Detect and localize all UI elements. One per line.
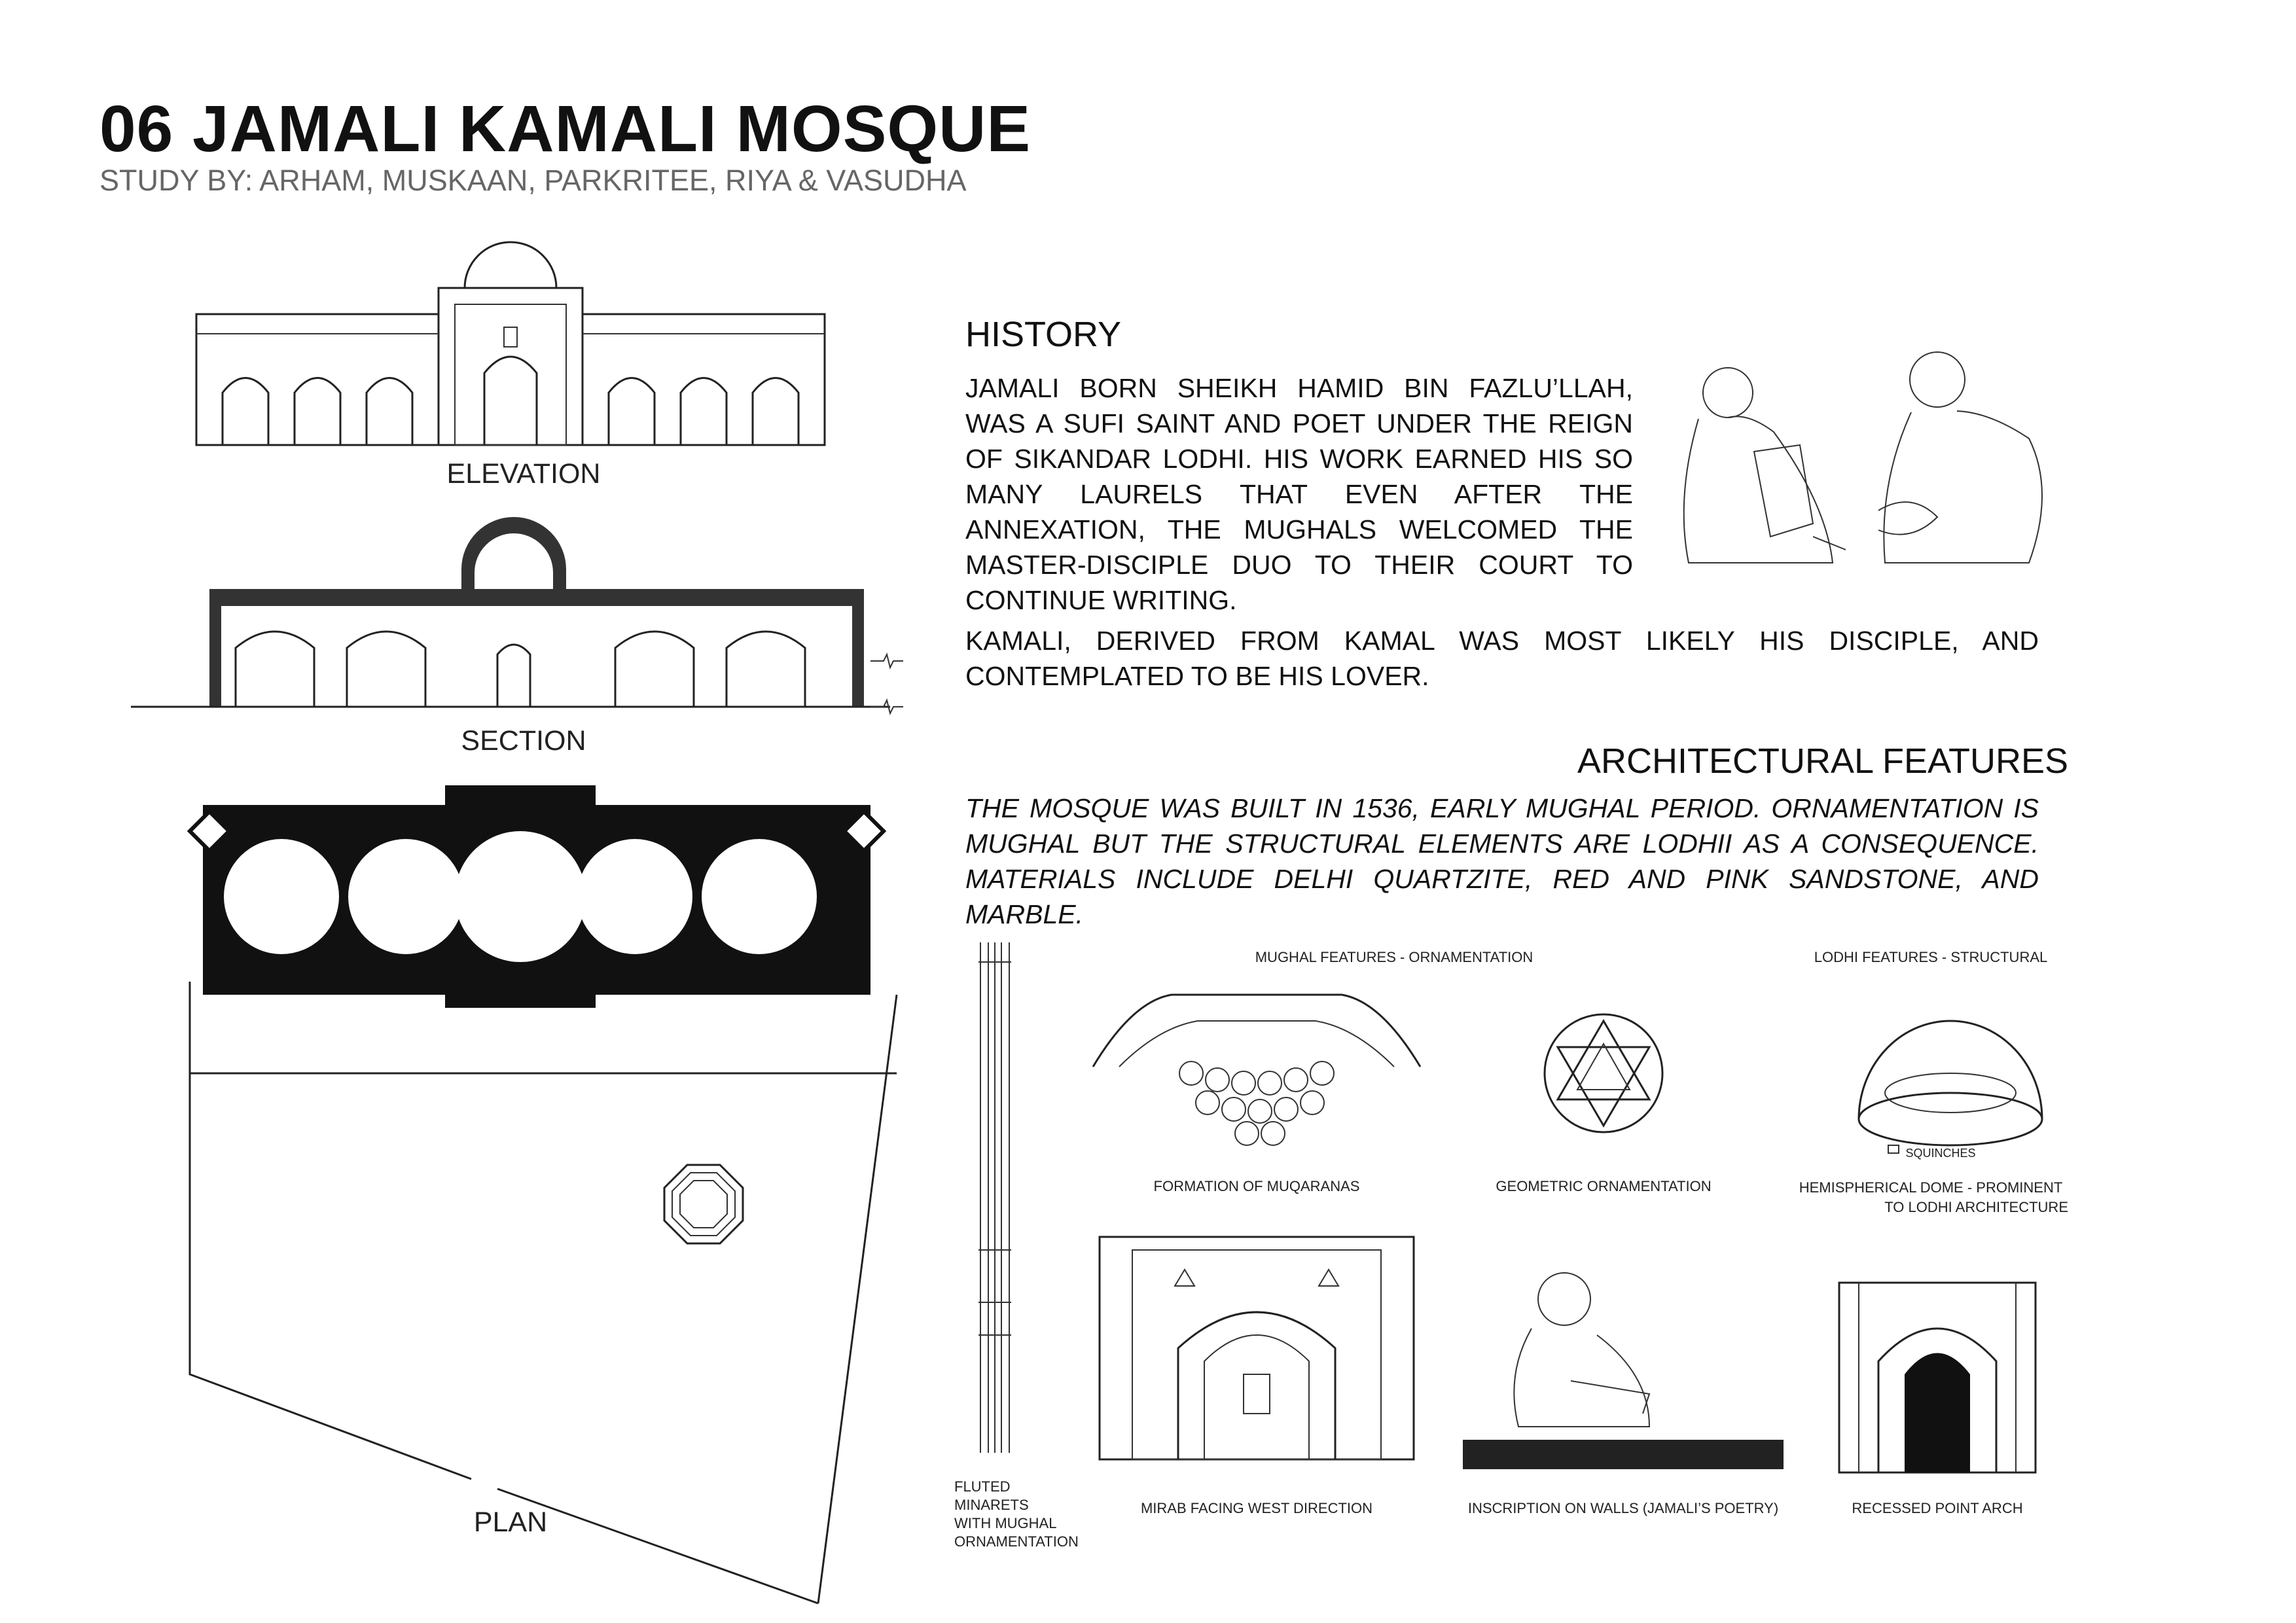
- mirab-sketch: [1093, 1230, 1420, 1466]
- section-drawing: [196, 517, 916, 720]
- dome-caption: [1793, 1178, 2068, 1217]
- plan-label: PLAN: [473, 1507, 548, 1538]
- geometric-caption: GEOMETRIC ORNAMENTATION: [1496, 1178, 1712, 1194]
- architecture-heading: ARCHITECTURAL FEATURES: [1577, 741, 2069, 781]
- plan-drawing: [164, 785, 949, 1544]
- fluted-minaret-sketch: [975, 936, 1014, 1459]
- mughal-features-heading: MUGHAL FEATURES - ORNAMENTATION: [1255, 949, 1534, 965]
- history-paragraph-2: KAMALI, DERIVED FROM KAMAL WAS MOST LIKELY HIS DISCIPLE, AND CONTEMPLATED TO BE HIS LOVER.: [965, 626, 2039, 691]
- squinches-label: SQUINCHES: [1905, 1147, 1976, 1160]
- arch-caption: RECESSED POINT ARCH: [1852, 1500, 2023, 1516]
- muqaranas-caption: FORMATION OF MUQARANAS: [1153, 1178, 1360, 1194]
- dome-caption-line-2: TO LODHI ARCHITECTURE: [1884, 1199, 2068, 1215]
- minarets-caption-line-2: WITH MUGHAL: [954, 1515, 1057, 1531]
- inscription-sketch: [1453, 1263, 1793, 1479]
- history-heading: HISTORY: [965, 315, 1122, 354]
- minarets-caption-line-1: FLUTED MINARETS: [954, 1478, 1029, 1513]
- section-label: SECTION: [461, 725, 586, 757]
- geometric-ornament-sketch: [1538, 1008, 1669, 1139]
- page-title: 06 JAMALI KAMALI MOSQUE: [99, 92, 1031, 166]
- recessed-arch-sketch: [1833, 1270, 2042, 1479]
- lodhi-features-heading: LODHI FEATURES - STRUCTURAL: [1814, 949, 2048, 965]
- inscription-caption: INSCRIPTION ON WALLS (JAMALI’S POETRY): [1467, 1500, 1779, 1516]
- elevation-label: ELEVATION: [446, 458, 601, 490]
- history-paragraph-1: JAMALI BORN SHEIKH HAMID BIN FAZLU’LLAH, WAS A SUFI SAINT AND POET UNDER THE REIGN OF SIKANDAR LODHI. HIS WORK EARNED HIS SO MANY LAURELS THAT EVEN AFTER THE ANNEXATION, THE MUGHALS WELCOMED THE MASTER-DISCIPLE DUO TO THEIR COURT TO CONTINUE WRITING.: [965, 373, 1633, 615]
- dome-caption-line-1: HEMISPHERICAL DOME - PROMINENT: [1799, 1179, 2063, 1196]
- page-subtitle: STUDY BY: ARHAM, MUSKAAN, PARKRITEE, RIYA & VASUDHA: [99, 164, 967, 197]
- muqaranas-sketch: [1093, 988, 1420, 1158]
- minarets-caption: [954, 1478, 1085, 1551]
- jamali-kamali-sketch: [1662, 340, 2055, 589]
- architecture-paragraph: THE MOSQUE WAS BUILT IN 1536, EARLY MUGHAL PERIOD. ORNAMENTATION IS MUGHAL BUT THE STRUCTURAL ELEMENTS ARE LODHII AS A CONSEQUENCE. MATERIALS INCLUDE DELHI QUARTZITE, RED AND PINK SANDSTONE, AND MARBLE.: [965, 793, 2039, 929]
- hemispherical-dome-sketch: [1852, 995, 2049, 1165]
- elevation-drawing: [196, 229, 851, 452]
- minarets-caption-line-3: ORNAMENTATION: [954, 1533, 1079, 1550]
- mirab-caption: MIRAB FACING WEST DIRECTION: [1140, 1500, 1373, 1516]
